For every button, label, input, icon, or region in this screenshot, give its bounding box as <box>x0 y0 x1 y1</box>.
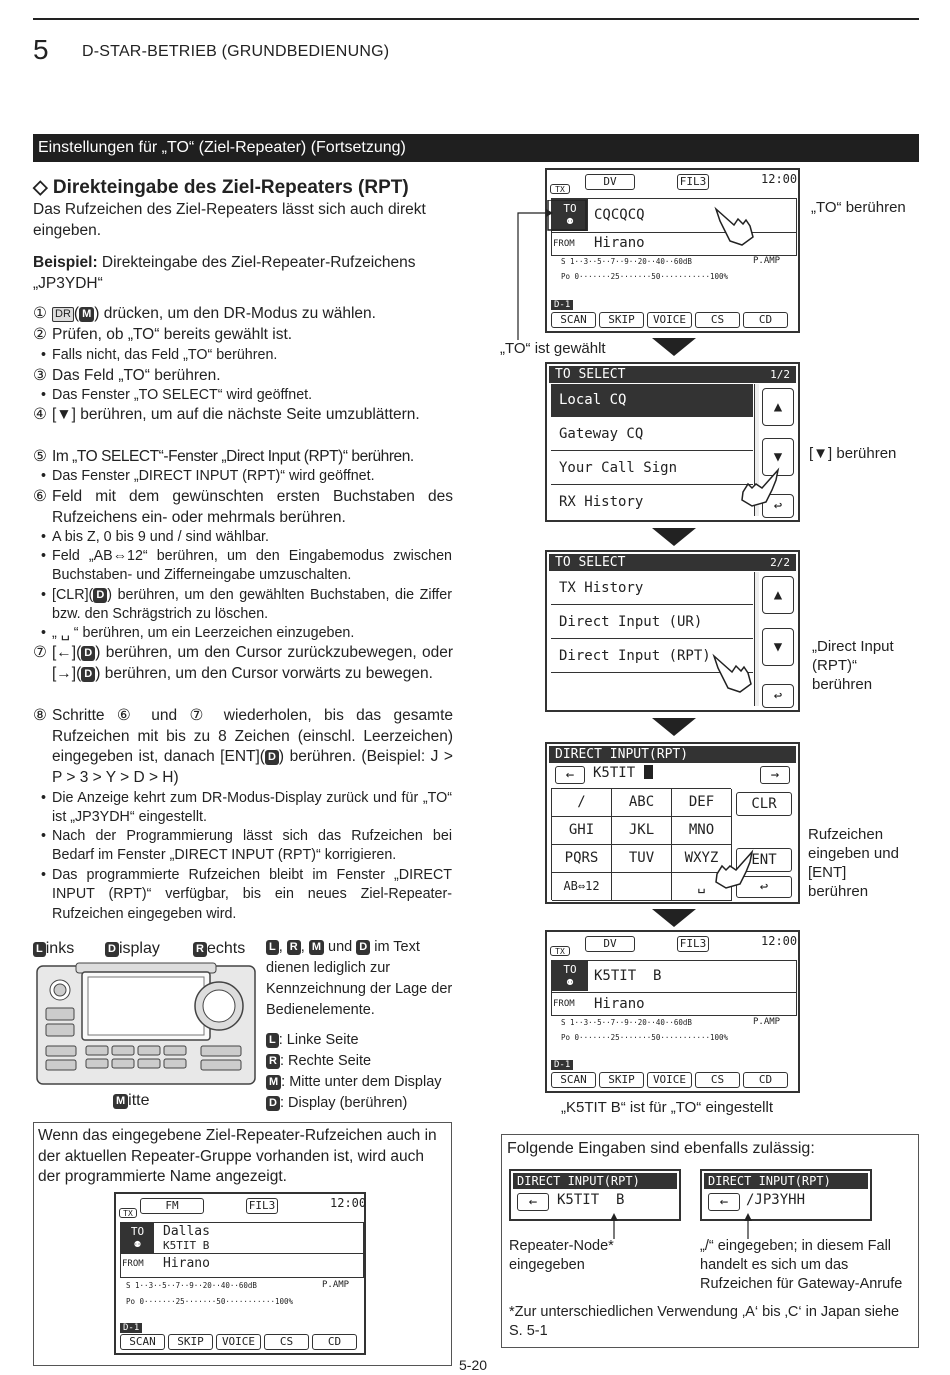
po-meter: Po 0·······25·······50···········100% <box>126 1297 294 1306</box>
cursor-right-button[interactable]: → <box>760 766 790 784</box>
step-8-sub-1: • Die Anzeige kehrt zum DR-Modus-Display zurück und für „TO“ ist „JP3YDH“ eingestellt. <box>52 789 452 828</box>
list-item-direct-input-ur[interactable]: Direct Input (UR) <box>551 606 753 639</box>
ent-button[interactable]: ENT <box>736 848 792 872</box>
step-4 <box>33 405 453 426</box>
key-wxyz[interactable]: WXYZ <box>672 845 732 873</box>
m-key-icon: M <box>79 307 94 322</box>
step-4-number: ④ <box>33 406 47 423</box>
key-def[interactable]: DEF <box>672 789 732 817</box>
m-key-icon: M <box>309 940 324 955</box>
lcd-screen-name <box>114 1192 366 1355</box>
step-6-sub-3-b: ) berühren, um den gewählten Buchstaben, die Ziffer bzw. den Schrägstrich zu löschen. <box>52 587 452 623</box>
filter-button[interactable]: FIL3 <box>677 174 709 190</box>
step-5-text: Im „TO SELECT“-Fenster „Direct Input (RPT)“ berühren. <box>52 448 414 465</box>
label-direct-input: „Direct Input (RPT)“ berühren <box>812 638 894 693</box>
to-label: TO <box>563 202 577 215</box>
page-down-button[interactable]: ▼ <box>762 628 794 666</box>
tx-indicator: TX <box>550 184 570 194</box>
legend-l-text: : Linke Seite <box>278 1032 359 1048</box>
step-6-sub-2: • Feld „AB⇔12“ berühren, um den Eingabemodus zwischen Buchstaben- und Zifferneingabe umzuschalten. <box>52 547 452 586</box>
step-4-text: [▼] berühren, um auf die nächste Seite umzublättern. <box>52 406 420 423</box>
input-field[interactable] <box>593 765 653 781</box>
hand-pointer-icon <box>738 466 782 508</box>
step-2-sub-1: • Falls nicht, das Feld „TO“ berühren. <box>52 346 452 365</box>
step-7-b: ) berühren, um den Cursor zurückzubewegen, oder [→]( <box>52 644 453 682</box>
key-ab-12-toggle[interactable]: AB⇔12 <box>552 873 612 901</box>
key-abc[interactable]: ABC <box>612 789 672 817</box>
voice-button[interactable]: VOICE <box>647 1072 692 1088</box>
function-buttons <box>120 1334 357 1350</box>
scrollbar[interactable] <box>754 572 759 706</box>
clock: 12:00 <box>330 1196 367 1210</box>
window-title-bar <box>549 366 796 383</box>
mode-button[interactable]: FM <box>140 1198 204 1214</box>
step-8-a: Schritte ⑥ und ⑦ wiederholen, bis das gesamte Rufzeichen mit bis zu 8 Zeichen (einschl. Leerzeichen) eingegeben ist, danach [ENT]( <box>52 707 453 766</box>
from-label: FROM <box>553 239 575 249</box>
step-3-sub-1: • Das Fenster „TO SELECT“ wird geöffnet. <box>52 386 452 405</box>
back-button[interactable]: ↩ <box>762 684 794 708</box>
window-title-bar: DIRECT INPUT(RPT) <box>513 1173 677 1189</box>
page-number: 5-20 <box>459 1357 488 1373</box>
window-title: TO SELECT <box>555 555 626 570</box>
lcd-screen-direct-input <box>545 742 800 904</box>
divider <box>121 1253 363 1254</box>
window-title-bar: DIRECT INPUT(RPT) <box>549 746 796 763</box>
label-to-selected: „TO“ ist gewählt <box>500 340 606 357</box>
cs-button[interactable]: CS <box>695 1072 740 1088</box>
step-8 <box>33 706 453 788</box>
legend-d-text: : Display (berühren) <box>279 1095 408 1111</box>
list-item-your-call-sign[interactable]: Your Call Sign <box>551 452 753 485</box>
radio-front-panel-icon <box>36 962 256 1088</box>
step-8-number: ⑧ <box>33 707 47 724</box>
legend-m-text: : Mitte unter dem Display <box>281 1074 442 1090</box>
r-key-icon: R <box>266 1054 280 1069</box>
step-5-sub-1: • Das Fenster „DIRECT INPUT (RPT)“ wird geöffnet. <box>52 467 452 486</box>
m-key-icon: M <box>266 1075 281 1090</box>
back-button[interactable]: ↩ <box>736 876 792 898</box>
scan-button[interactable]: SCAN <box>120 1334 165 1350</box>
divider <box>552 992 796 993</box>
legend-sep-1: , <box>278 939 287 955</box>
input-value: /JP3YHH <box>746 1192 806 1208</box>
hand-pointer-icon <box>710 652 754 694</box>
scan-button[interactable]: SCAN <box>551 312 596 328</box>
hand-pointer-icon <box>712 848 756 890</box>
chapter-number: 5 <box>33 34 49 65</box>
from-value: Hirano <box>594 996 645 1012</box>
skip-button[interactable]: SKIP <box>599 1072 644 1088</box>
window-title: TO SELECT <box>555 367 626 382</box>
page-down-button[interactable]: ▼ <box>762 438 794 476</box>
key-slash[interactable]: / <box>552 789 612 817</box>
list-item-gateway-cq[interactable]: Gateway CQ <box>551 418 753 451</box>
voice-button[interactable]: VOICE <box>216 1334 261 1350</box>
flow-arrow-2 <box>652 528 696 546</box>
page-up-button[interactable]: ▲ <box>762 576 794 614</box>
cd-button[interactable]: CD <box>312 1334 357 1350</box>
legend-l <box>266 1030 442 1051</box>
list-item-tx-history[interactable]: TX History <box>551 572 753 605</box>
step-8-sub-2: • Nach der Programmierung lässt sich das Rufzeichen bei Bedarf im Fenster „DIRECT INPUT (RPT)“ korrigieren. <box>52 827 452 866</box>
legend-m <box>266 1072 442 1093</box>
step-7-number: ⑦ <box>33 644 47 661</box>
l-key-icon: L <box>266 940 279 955</box>
list-item-local-cq[interactable]: Local CQ <box>551 384 753 417</box>
legend-links-text: inks <box>45 940 75 957</box>
legend-display <box>105 940 160 958</box>
to-field[interactable]: TO ⚉ <box>552 199 588 231</box>
r-key-icon: R <box>287 940 301 955</box>
label-enter-call: Rufzeichen eingeben und [ENT] berühren <box>808 826 899 900</box>
step-7-a: [←]( <box>52 644 82 661</box>
pamp-label: P.AMP <box>753 256 781 266</box>
step-3-text: Das Feld „TO“ berühren. <box>52 367 221 384</box>
d1-label: D-1 <box>551 300 573 310</box>
note-text: Wenn das eingegebene Ziel-Repeater-Rufzeichen auch in der aktuellen Repeater-Gruppe vorhanden ist, wird auch der programmierte Name angezeigt. <box>38 1127 437 1186</box>
legend-desc-text: im Text dienen lediglich zur Kennzeichnung der Lage der Bedienelemente. <box>266 939 453 1018</box>
step-6 <box>33 487 453 528</box>
cs-button[interactable]: CS <box>695 312 740 328</box>
window-title-bar <box>549 554 796 571</box>
call-area <box>120 1222 364 1278</box>
step-3-number: ③ <box>33 367 47 384</box>
to-value: K5TIT B <box>163 1239 210 1252</box>
s-meter: S 1··3··5··7··9··20··40··60dB <box>561 1018 692 1027</box>
step-7-c: ) berühren, um den Cursor vorwärts zu bewegen. <box>95 664 433 682</box>
skip-button[interactable]: SKIP <box>599 312 644 328</box>
page-up-button[interactable]: ▲ <box>762 388 794 426</box>
tx-indicator: TX <box>550 946 570 956</box>
step-1-text: ) drücken, um den DR-Modus zu wählen. <box>94 305 376 322</box>
step-8-b: ) berühren. (Beispiel: J > P > 3 > Y > D > H) <box>52 748 453 786</box>
legend-r <box>266 1051 442 1072</box>
to-label: TO <box>130 1225 145 1238</box>
d-key-icon: D <box>266 1096 280 1111</box>
step-3 <box>33 366 453 387</box>
step-2 <box>33 325 453 346</box>
step-1: ① DR ( M ) drücken, um den DR-Modus zu wählen. <box>33 304 453 325</box>
key-space[interactable]: ␣ <box>672 873 732 901</box>
legend-links <box>33 940 74 958</box>
example-label: Beispiel: <box>33 254 98 271</box>
step-7 <box>33 643 453 684</box>
call-area <box>551 960 797 1016</box>
from-value: Hirano <box>594 235 645 251</box>
lcd-screen-result <box>545 930 800 1093</box>
po-meter: Po 0·······25·······50···········100% <box>561 1033 729 1042</box>
mode-button[interactable]: DV <box>585 174 635 190</box>
legend-d <box>266 1093 442 1114</box>
cursor-left-button[interactable]: ← <box>555 766 585 784</box>
step-6-text: Feld mit dem gewünschten ersten Buchstaben des Rufzeichens ein- oder mehrmals berühren. <box>52 488 453 526</box>
list-item-direct-input-rpt[interactable]: Direct Input (RPT) <box>551 640 753 673</box>
from-label: FROM <box>553 999 575 1009</box>
cd-button[interactable]: CD <box>743 312 788 328</box>
d-key-icon: D <box>265 750 279 765</box>
cursor-left-button[interactable]: ← <box>708 1193 740 1211</box>
window-title-bar: DIRECT INPUT(RPT) <box>704 1173 868 1189</box>
legend-sep-2: , <box>300 939 309 955</box>
s-meter: S 1··3··5··7··9··20··40··60dB <box>126 1281 257 1290</box>
section-bar: Einstellungen für „TO“ (Ziel-Repeater) (Fortsetzung) <box>33 134 919 162</box>
cursor-block <box>644 765 653 779</box>
key-jkl[interactable]: JKL <box>612 817 672 845</box>
step-2-text: Prüfen, ob „TO“ bereits gewählt ist. <box>52 326 293 343</box>
page-indicator: 2/2 <box>770 556 790 569</box>
step-6-sub-4: • „ ␣ “ berühren, um ein Leerzeichen einzugeben. <box>52 624 452 643</box>
example <box>33 253 453 294</box>
key-mno[interactable]: MNO <box>672 817 732 845</box>
example-text: Direkteingabe des Ziel-Repeater-Rufzeichens „JP3YDH“ <box>33 254 416 292</box>
function-buttons <box>551 1072 788 1088</box>
d-key-icon: D <box>81 667 95 682</box>
legend-rechts <box>193 940 245 958</box>
step-1-number: ① <box>33 305 47 322</box>
clr-button[interactable]: CLR <box>736 792 792 816</box>
dr-key-icon: DR <box>52 307 74 322</box>
pamp-label: P.AMP <box>322 1280 350 1290</box>
mode-button[interactable]: DV <box>585 936 635 952</box>
step-6-number: ⑥ <box>33 488 47 505</box>
footnote: *Zur unterschiedlichen Verwendung ‚A‘ bis ‚C‘ in Japan siehe S. 5-1 <box>509 1304 900 1339</box>
l-key-icon: L <box>266 1033 279 1048</box>
legend-sep-3: und <box>323 939 357 955</box>
back-button[interactable]: ↩ <box>762 494 794 518</box>
key-blank[interactable] <box>612 873 672 901</box>
label-down-touch: [▼] berühren <box>809 445 897 462</box>
cd-button[interactable]: CD <box>743 1072 788 1088</box>
chapter-title: D-STAR-BETRIEB (GRUNDBEDIENUNG) <box>82 43 390 60</box>
step-6-sub-3 <box>52 586 452 625</box>
d-key-icon: D <box>93 588 107 603</box>
cs-button[interactable]: CS <box>264 1334 309 1350</box>
top-rule <box>33 18 919 20</box>
m-key-icon: M <box>113 1094 128 1109</box>
key-ghi[interactable]: GHI <box>552 817 612 845</box>
also-title: Folgende Eingaben sind ebenfalls zulässig: <box>507 1140 815 1157</box>
to-label: TO <box>563 963 577 976</box>
flow-arrow-3 <box>652 718 696 736</box>
lcd-screen-to-select-2 <box>545 550 800 712</box>
step-6-sub-1: • A bis Z, 0 bis 9 und / sind wählbar. <box>52 528 452 547</box>
to-field[interactable]: TO ⚉ <box>552 961 588 991</box>
d-key-icon: D <box>105 942 119 957</box>
list-item-rx-history[interactable]: RX History <box>559 494 644 510</box>
tx-indicator: TX <box>119 1208 137 1218</box>
heading: ◇ Direkteingabe des Ziel-Repeaters (RPT) <box>33 177 409 198</box>
legend-rechts-text: echts <box>206 940 246 957</box>
keypad-grid <box>551 788 731 900</box>
l-key-icon: L <box>33 942 46 957</box>
step-5-number: ⑤ <box>33 448 47 465</box>
caption-gateway: „/“ eingegeben; in diesem Fall handelt es sich um das Rufzeichen für Gateway-Anrufe <box>700 1238 903 1292</box>
flow-arrow-1 <box>652 338 696 356</box>
r-key-icon: R <box>193 942 207 957</box>
to-value: CQCQCQ <box>594 207 645 223</box>
pamp-label: P.AMP <box>753 1017 781 1027</box>
cursor-left-button[interactable]: ← <box>517 1193 549 1211</box>
page-indicator: 1/2 <box>770 368 790 381</box>
step-5 <box>33 447 453 468</box>
label-result: „K5TIT B“ ist für „TO“ eingestellt <box>561 1099 773 1116</box>
legend-mitte <box>113 1092 150 1110</box>
step-2-number: ② <box>33 326 47 343</box>
voice-button[interactable]: VOICE <box>647 312 692 328</box>
s-meter: S 1··3··5··7··9··20··40··60dB <box>561 257 692 266</box>
from-value: Hirano <box>163 1256 210 1271</box>
legend-display-text: isplay <box>118 940 160 957</box>
to-field[interactable]: TO ⚉ <box>121 1223 154 1253</box>
clock: 12:00 <box>761 172 798 186</box>
clock: 12:00 <box>761 934 798 948</box>
legend-description <box>266 937 461 1021</box>
label-to-touch: „TO“ berühren <box>811 199 906 216</box>
also-allowed-box <box>501 1134 919 1348</box>
legend-r-text: : Rechte Seite <box>279 1053 372 1069</box>
input-value: K5TIT B <box>557 1192 625 1208</box>
d1-label: D-1 <box>120 1323 142 1333</box>
scan-button[interactable]: SCAN <box>551 1072 596 1088</box>
caption-node: Repeater-Node* eingegeben <box>509 1238 614 1273</box>
to-repeater-name: Dallas <box>163 1224 210 1239</box>
filter-button[interactable]: FIL3 <box>246 1198 278 1214</box>
from-label: FROM <box>122 1259 144 1269</box>
key-tuv[interactable]: TUV <box>612 845 672 873</box>
input-value: K5TIT <box>593 765 636 781</box>
key-pqrs[interactable]: PQRS <box>552 845 612 873</box>
to-value: K5TIT B <box>594 968 662 984</box>
step-8-sub-3: • Das programmierte Rufzeichen bleibt im Fenster „DIRECT INPUT (RPT)“ verfügbar, bis ein neues Ziel-Repeater-Rufzeichen eingegeben wird. <box>52 866 452 924</box>
flow-arrow-4 <box>652 909 696 927</box>
legend-key-list <box>266 1030 442 1114</box>
legend-mitte-text: itte <box>128 1092 150 1109</box>
step-6-sub-3-a: [CLR]( <box>52 587 94 603</box>
skip-button[interactable]: SKIP <box>168 1334 213 1350</box>
intro-text: Das Rufzeichen des Ziel-Repeaters lässt sich auch direkt eingeben. <box>33 201 426 239</box>
d-key-icon: D <box>356 940 370 955</box>
po-meter: Po 0·······25·······50···········100% <box>561 272 729 281</box>
d-key-icon: D <box>81 646 95 661</box>
hand-pointer-icon <box>712 205 756 247</box>
filter-button[interactable]: FIL3 <box>677 936 709 952</box>
d1-label: D-1 <box>551 1060 573 1070</box>
